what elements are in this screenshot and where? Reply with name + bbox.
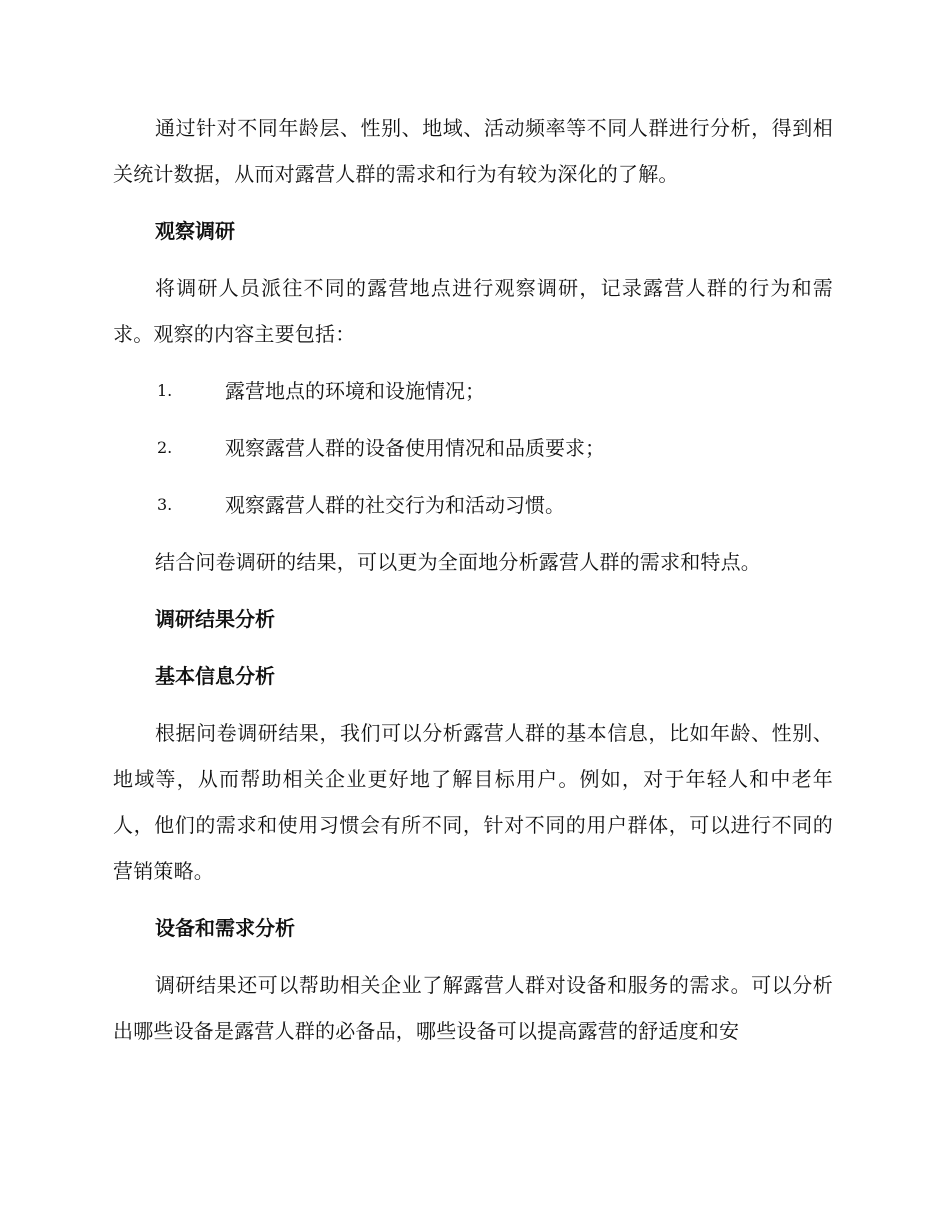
paragraph-observation-intro: 将调研人员派往不同的露营地点进行观察调研，记录露营人群的行为和需求。观察的内容主要包括： bbox=[113, 276, 833, 346]
document-page bbox=[113, 105, 833, 1065]
list-text: 露营地点的环境和设施情况； bbox=[225, 379, 485, 403]
heading-equipment-needs-analysis: 设备和需求分析 bbox=[155, 916, 295, 940]
list-number: 3. bbox=[157, 495, 173, 514]
paragraph-equipment-needs: 调研结果还可以帮助相关企业了解露营人群对设备和服务的需求。可以分析出哪些设备是露营人群的必备品，哪些设备可以提高露营的舒适度和安 bbox=[113, 973, 833, 1043]
list-text: 观察露营人群的社交行为和活动习惯。 bbox=[225, 493, 565, 517]
list-item bbox=[113, 425, 833, 471]
list-number: 1. bbox=[157, 381, 173, 400]
paragraph-combined-analysis: 结合问卷调研的结果，可以更为全面地分析露营人群的需求和特点。 bbox=[155, 550, 761, 574]
heading-results-analysis: 调研结果分析 bbox=[155, 607, 275, 631]
heading-basic-info-analysis: 基本信息分析 bbox=[155, 664, 275, 688]
list-item bbox=[113, 368, 833, 414]
paragraph-basic-info: 根据问卷调研结果，我们可以分析露营人群的基本信息，比如年龄、性别、地域等，从而帮助相关企业更好地了解目标用户。例如，对于年轻人和中老年人，他们的需求和使用习惯会有所不同，针对不同的用户群体，可以进行不同的营销策略。 bbox=[113, 721, 833, 883]
list-text: 观察露营人群的设备使用情况和品质要求； bbox=[225, 436, 605, 460]
heading-observation-research: 观察调研 bbox=[155, 219, 235, 243]
list-number: 2. bbox=[157, 438, 173, 457]
paragraph-population-analysis: 通过针对不同年龄层、性别、地域、活动频率等不同人群进行分析，得到相关统计数据，从而对露营人群的需求和行为有较为深化的了解。 bbox=[113, 116, 833, 186]
list-item bbox=[113, 482, 833, 528]
